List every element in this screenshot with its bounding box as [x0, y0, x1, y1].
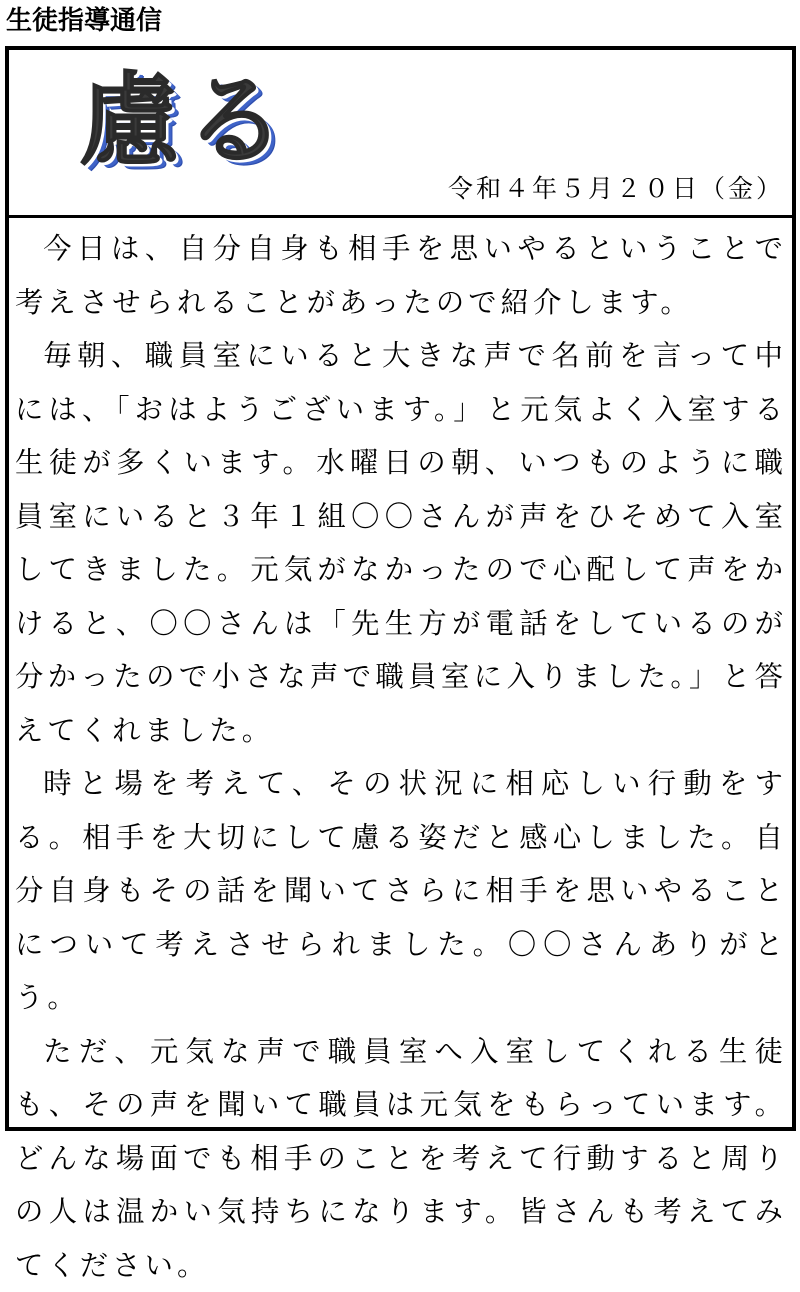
article-paragraph-1: 今日は、自分自身も相手を思いやるということで考えさせられることがあったので紹介します。 [15, 222, 787, 329]
newsletter-header [9, 50, 792, 218]
newsletter-title: 慮る [79, 64, 291, 176]
article-paragraph-2: 毎朝、職員室にいると大きな声で名前を言って中には、「おはようございます。」と元気よく入室する生徒が多くいます。水曜日の朝、いつものように職員室にいると３年１組〇〇さんが声をひそめて入室してきました。元気がなかったので心配して声をかけると、〇〇さんは「先生方が電話をしているのが分かったので小さな声で職員室に入りました。」と答えてくれました。 [15, 329, 787, 757]
article-paragraph-3: 時と場を考えて、その状況に相応しい行動をする。相手を大切にして慮る姿だと感心しました。自分自身もその話を聞いてさらに相手を思いやることについて考えさせられました。〇〇さんありがとう。 [15, 757, 787, 1025]
article-body [15, 222, 787, 1292]
article-paragraph-4: ただ、元気な声で職員室へ入室してくれる生徒も、その声を聞いて職員は元気をもらっています。どんな場面でも相手のことを考えて行動すると周りの人は温かい気持ちになります。皆さんも考えてみてください。 [15, 1025, 787, 1292]
issue-date: 令和４年５月２０日（金） [448, 172, 784, 206]
newsletter-frame [5, 46, 796, 1131]
newsletter-series-label: 生徒指導通信 [6, 4, 162, 38]
